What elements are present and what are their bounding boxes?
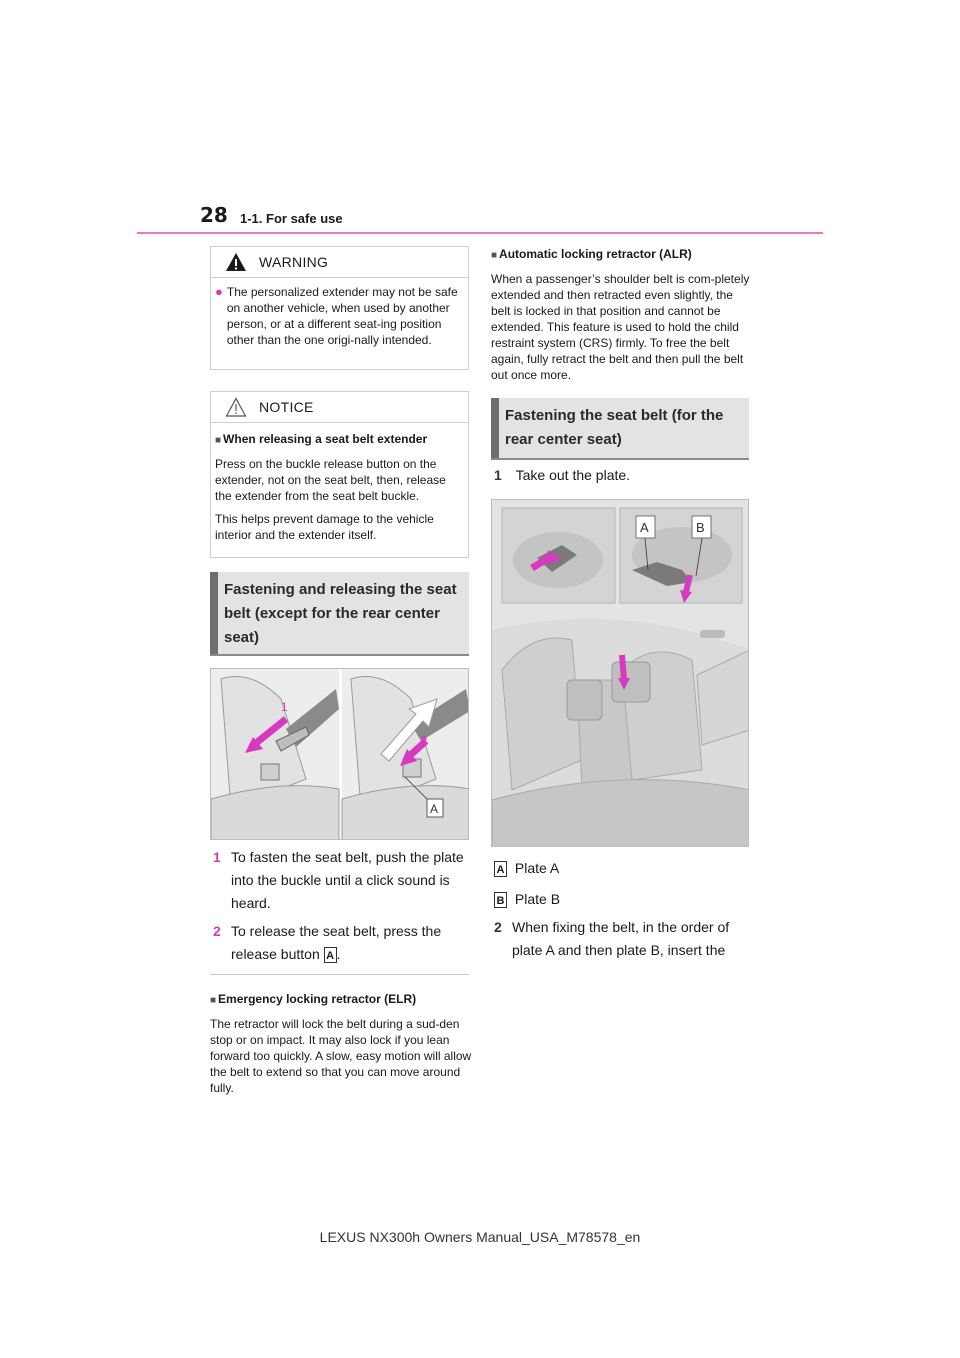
warning-box (210, 246, 469, 370)
alr-block (491, 245, 751, 390)
figure-label-step1: 1 (281, 700, 288, 714)
step-1 (213, 846, 468, 915)
warning-header (211, 247, 468, 278)
page-number: 28 (200, 203, 228, 227)
figure-label-step2: 2 (420, 733, 428, 748)
notice-title: NOTICE (259, 399, 314, 415)
section-heading-text: Fastening and releasing the seat belt (except for the rear center seat) (224, 581, 457, 646)
legend-plate-a (494, 857, 749, 880)
divider (210, 974, 469, 975)
step-number: 1 (213, 849, 221, 865)
callout-tag-a: A (324, 947, 337, 963)
footer-manual-id: LEXUS NX300h Owners Manual_USA_M78578_en (319, 1229, 641, 1245)
notice-box (210, 391, 469, 558)
legend-tag-a: A (494, 861, 507, 877)
section-heading-rear-center (491, 398, 749, 458)
square-bullet-icon: ■ (210, 995, 217, 1006)
step-number: 1 (494, 467, 502, 483)
square-bullet-icon: ■ (491, 250, 498, 261)
notice-paragraph: This helps prevent damage to the vehicle interior and the extender itself. (215, 512, 434, 542)
step-2 (213, 920, 468, 966)
alr-subhead: Automatic locking retractor (ALR) (499, 247, 692, 261)
step-text-end: . (336, 946, 341, 962)
notice-triangle-icon (225, 397, 247, 417)
step-number: 2 (494, 919, 502, 935)
notice-paragraph: Press on the buckle release button on the extender, not on the seat belt, then, release the extender from the seat belt buckle. (215, 457, 446, 503)
figure-label-b: B (696, 520, 705, 535)
figure-label-a: A (640, 520, 649, 535)
step-text: To fasten the seat belt, push the plate into the buckle until a click sound is heard. (231, 849, 464, 911)
step-text: When fixing the belt, in the order of plate A and then plate B, insert the (512, 919, 730, 958)
rear-step-2 (494, 916, 749, 962)
figure-label-callout-a: A (430, 802, 439, 816)
section-heading-fasten-release (210, 572, 469, 654)
elr-subhead: Emergency locking retractor (ELR) (218, 992, 417, 1006)
step-text: To release the seat belt, press the release button (231, 923, 442, 962)
notice-subhead: When releasing a seat belt extender (223, 432, 428, 446)
elr-text: The retractor will lock the belt during a sud-den stop or on impact. It may also lock if you lean forward too quickly. A slow, easy motion will allow the belt to extend so that you can move around fully. (210, 1017, 472, 1095)
legend-plate-b (494, 888, 749, 911)
legend-tag-b: B (494, 892, 507, 908)
alr-text: When a passenger’s shoulder belt is com-pletely extended and then retracted even slightly, the belt is locked in that position and cannot be extended. This feature is used to hold the child restraint system (CRS) firmly. To free the belt again, fully retract the belt and then pull the belt out once more. (491, 272, 750, 382)
rear-step-1 (494, 464, 749, 487)
elr-block (210, 990, 472, 1103)
section-title: 1-1. For safe use (240, 211, 343, 226)
rear-seat-illustration (492, 500, 749, 847)
square-bullet-icon: ■ (215, 435, 222, 446)
step-number: 2 (213, 923, 221, 939)
header-rule (137, 232, 823, 234)
step-text: Take out the plate. (515, 467, 631, 483)
warning-bullet (215, 284, 464, 348)
figure-rear-center-belt (491, 499, 749, 847)
warning-triangle-icon (225, 252, 247, 272)
bullet-dot-icon: ● (215, 284, 223, 299)
section-heading-text: Fastening the seat belt (for the rear center seat) (505, 407, 724, 448)
warning-text: The personalized extender may not be safe on another vehicle, when used by another person, or at a different seat-ing position other than the one origi-nally intended. (226, 285, 458, 347)
figure-fasten-belt (210, 668, 469, 840)
legend-text: Plate B (514, 891, 561, 907)
legend-text: Plate A (514, 860, 560, 876)
notice-header (211, 392, 468, 423)
seat-belt-buckle-illustration (211, 669, 469, 840)
warning-title: WARNING (259, 254, 329, 270)
